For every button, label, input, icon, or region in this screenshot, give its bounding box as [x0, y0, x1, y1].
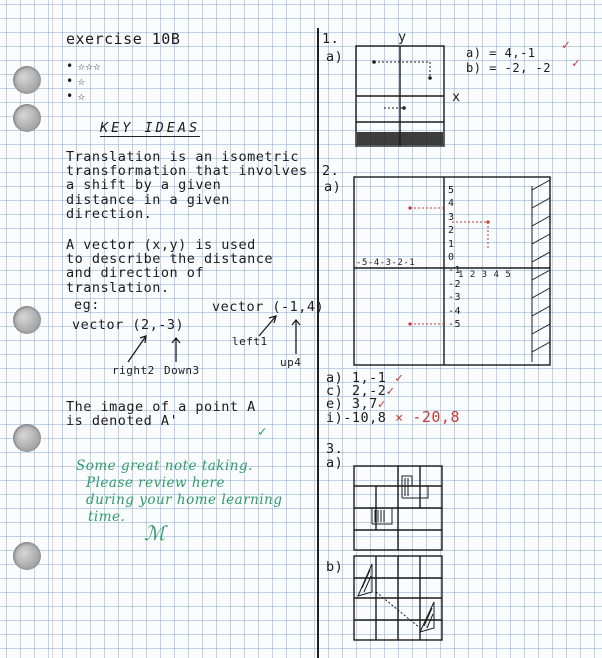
text-line: a shift by a given [66, 177, 222, 194]
exercise-heading: exercise 10B [66, 30, 181, 48]
tick-label: -2 [448, 278, 462, 290]
tick-label: 0 [448, 252, 455, 264]
q2-x-neg-ticks: -5-4-3-2-1 [356, 258, 416, 268]
star-row-1: • ☆☆☆ [66, 59, 101, 73]
tick-label: -1 [448, 265, 462, 277]
answer-label: i) [326, 410, 344, 426]
check-icon: ✓ [258, 424, 267, 440]
star-icons: ☆ [77, 74, 86, 88]
left1-label: left1 [232, 335, 268, 348]
q1-axis-x: x [452, 89, 461, 105]
tick-label: -5 [448, 319, 462, 331]
check-icon: ✓ [562, 38, 571, 53]
q3-part-b: b) [326, 559, 344, 575]
text-line: transformation that involves [66, 163, 308, 180]
answer-value: 2,-2 [351, 383, 387, 399]
text-line: and direction of [66, 265, 205, 282]
text-line: time. [88, 509, 126, 525]
text-line: translation. [66, 279, 170, 296]
tick-label: 2 [448, 225, 455, 237]
tick-label: 5 [448, 185, 455, 196]
text-line: Please review here [86, 475, 225, 491]
q1-number: 1. [322, 31, 340, 47]
text-line: distance in a given [66, 191, 230, 208]
star-row-3: • ☆ [66, 89, 86, 103]
tick-label: -3 [448, 292, 462, 304]
text-line: during your home learning [86, 492, 283, 508]
star-icons: ☆☆☆ [77, 59, 101, 73]
up4-label: up4 [280, 356, 302, 369]
star-icons: ☆ [77, 89, 86, 103]
text-line: The image of a point A [66, 399, 256, 415]
q3-part-a: a) [326, 455, 344, 471]
vector-example-1: vector (2,-3) [72, 317, 185, 333]
q1-part: a) [326, 49, 344, 65]
answer-label: c) [326, 383, 344, 399]
text-line: A vector (x,y) is used [66, 237, 256, 253]
answer-value: 3,7 [351, 396, 378, 412]
q3-number: 3. [326, 441, 344, 457]
vector-example-2: vector (-1,4) [212, 299, 325, 315]
cross-icon: × [395, 410, 404, 426]
tick-label: -4 [448, 305, 462, 317]
correction-value: -20,8 [412, 408, 460, 426]
down3-label: Down3 [164, 364, 200, 377]
check-icon: ✓ [386, 384, 395, 399]
check-icon: ✓ [572, 56, 581, 71]
check-icon: ✓ [377, 397, 387, 412]
q1-answer-a: a) = 4,-1 [466, 46, 536, 60]
text-line: to describe the distance [66, 251, 274, 268]
q2-x-pos-ticks: 1 2 3 4 5 [458, 270, 512, 280]
answer-label: e) [326, 396, 344, 412]
answer-label: a) [326, 370, 344, 386]
text-line: is denoted A' [66, 413, 179, 430]
q1-answer-b: b) = -2, -2 [466, 61, 551, 75]
q1-axis-y: y [398, 29, 407, 45]
q2-number: 2. [322, 163, 340, 179]
teacher-initials: ℳ [144, 521, 166, 545]
answer-value: -10,8 [343, 410, 387, 426]
right2-label: right2 [112, 364, 155, 377]
answer-value: 1,-1 [351, 370, 387, 386]
q2-part: a) [324, 179, 342, 195]
tick-label: 1 [448, 238, 455, 250]
key-ideas-heading: KEY IDEAS [100, 120, 201, 136]
tick-label: 4 [448, 198, 455, 210]
text-line: Some great note taking. [76, 458, 253, 474]
eg-label: eg: [74, 297, 100, 313]
star-row-2: • ☆ [66, 74, 86, 88]
text-line: Translation is an isometric [66, 149, 299, 165]
tick-label: 3 [448, 211, 455, 223]
text-line: direction. [66, 205, 153, 222]
check-icon: ✓ [395, 371, 404, 386]
